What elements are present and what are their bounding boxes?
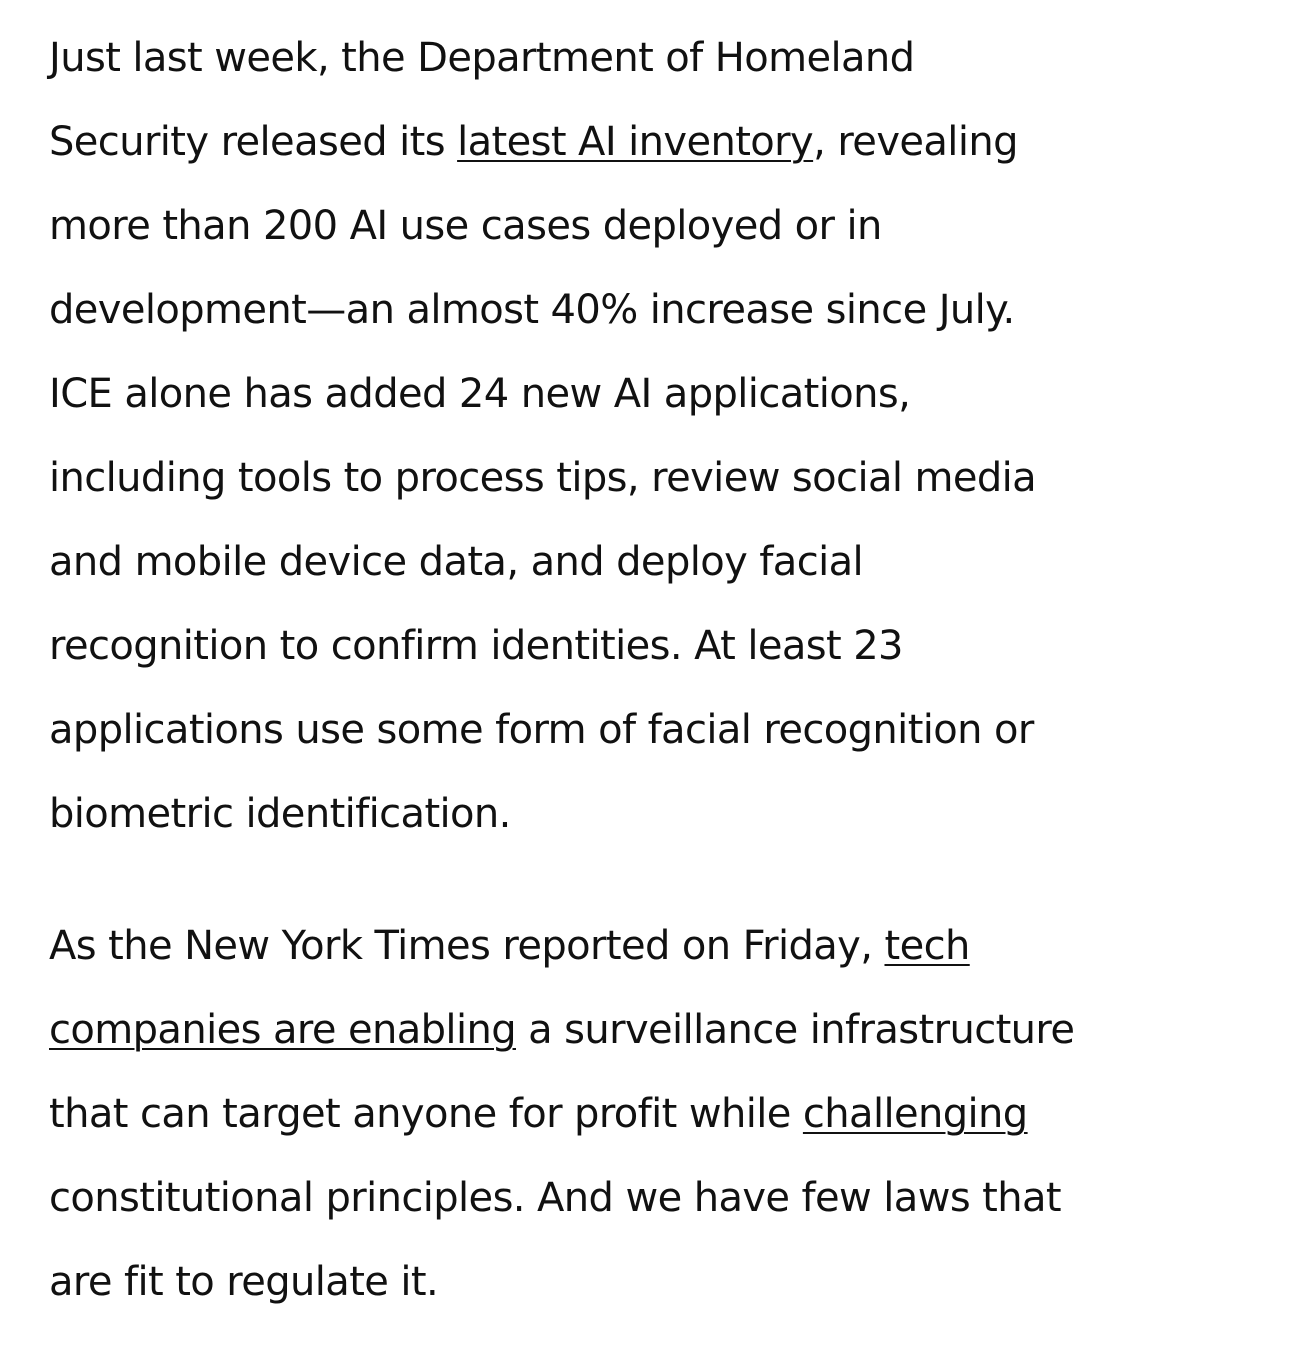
text-line — [49, 196, 882, 256]
text-segment: that can target anyone for profit while — [49, 1091, 803, 1137]
inline-link[interactable]: challenging — [802, 1091, 1028, 1137]
text-segment: recognition to confirm identities. At least 23 — [49, 623, 903, 669]
text-line — [49, 364, 910, 424]
text-line — [49, 280, 1015, 340]
inline-link[interactable]: tech — [884, 923, 970, 969]
text-line — [49, 112, 1018, 172]
text-line — [49, 28, 914, 88]
text-line — [49, 1084, 1028, 1144]
text-segment: development—an almost 40% increase since July. — [49, 287, 1015, 333]
text-line — [49, 532, 863, 592]
text-segment: constitutional principles. And we have few laws that — [49, 1175, 1062, 1221]
text-segment: , revealing — [813, 119, 1018, 165]
text-line — [49, 448, 1036, 508]
text-segment: As the New York Times reported on Friday, — [49, 923, 885, 969]
inline-link[interactable]: latest AI inventory — [457, 119, 814, 165]
text-line — [49, 1252, 438, 1312]
text-segment: biometric identification. — [49, 791, 511, 837]
text-segment: Security released its — [49, 119, 458, 165]
text-segment: and mobile device data, and deploy facial — [49, 539, 864, 585]
text-segment: are fit to regulate it. — [49, 1259, 439, 1305]
text-segment: more than 200 AI use cases deployed or in — [49, 203, 882, 249]
text-line — [49, 916, 970, 976]
text-line — [49, 784, 511, 844]
text-segment: applications use some form of facial recognition or — [49, 707, 1034, 753]
text-line — [49, 616, 903, 676]
text-segment: a surveillance infrastructure — [516, 1007, 1075, 1053]
text-segment: including tools to process tips, review social media — [49, 455, 1037, 501]
text-line — [49, 1000, 1074, 1060]
text-segment: Just last week, the Department of Homeland — [49, 35, 915, 81]
text-segment: ICE alone has added 24 new AI applications, — [49, 371, 911, 417]
text-line — [49, 700, 1034, 760]
text-line — [49, 1168, 1061, 1228]
inline-link[interactable]: companies are enabling — [49, 1007, 516, 1053]
